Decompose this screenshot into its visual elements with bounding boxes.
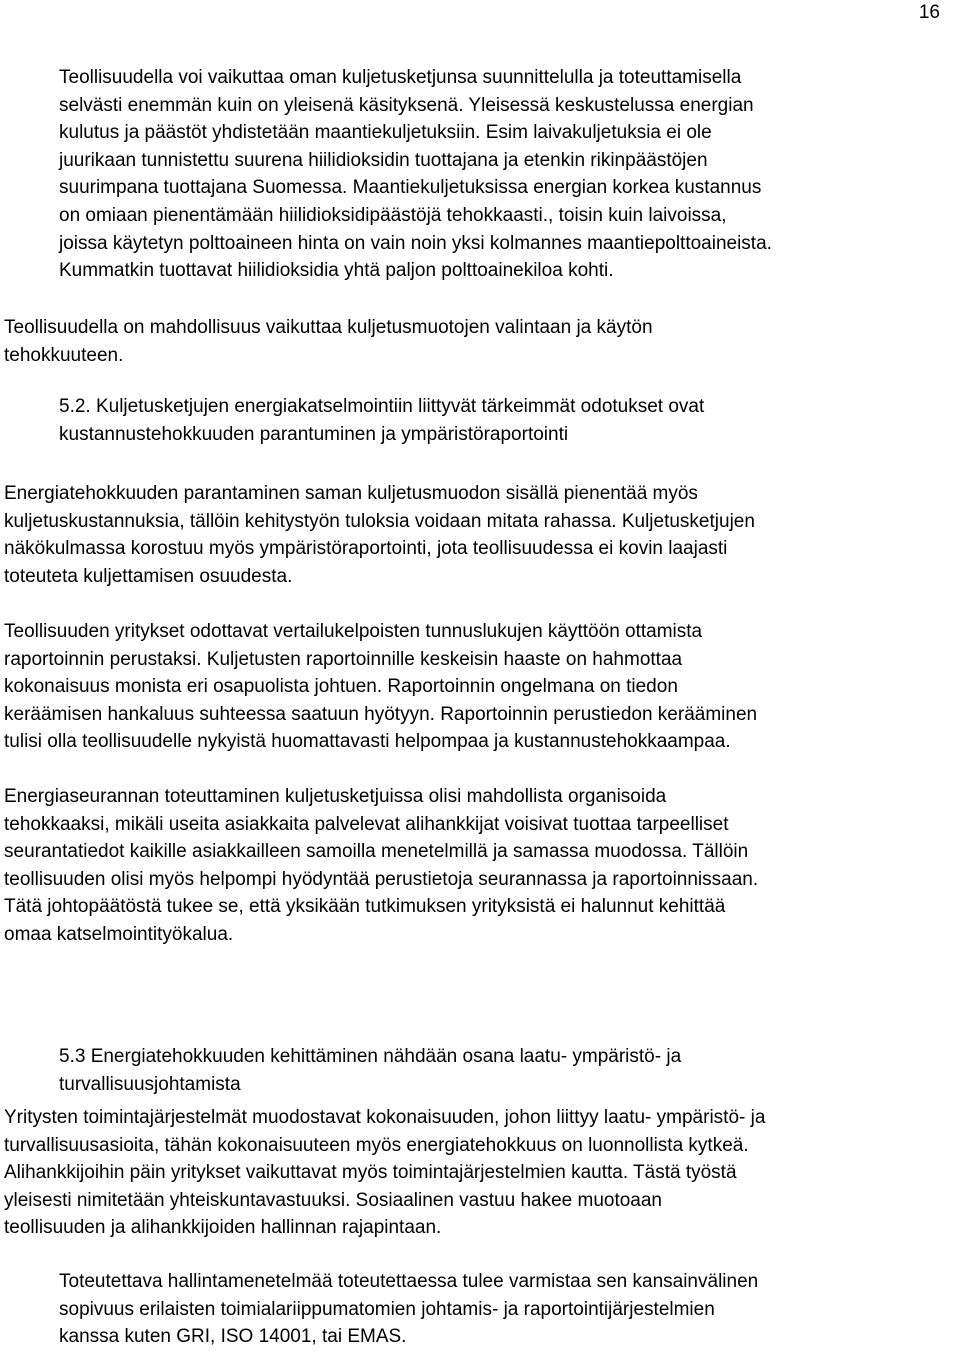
paragraph-energy-monitoring: Energiaseurannan toteuttaminen kuljetusketjuissa olisi mahdollista organisoida tehokkaaksi, mikäli useita asiakkaita palvelevat alihankkijat voisivat tuottaa tarpeelliset seurantatiedot kaikille asiakkailleen samoilla menetelmillä ja samassa muodossa. Tällöin teollisuuden olisi myös helpompi hyödyntää perustietoja seurannassa ja raportoinnissaan. Tätä johtopäätöstä tukee se, että yksikään tutkimuksen yrityksistä ei halunnut kehittää omaa katselmointityökalua. [4,786,759,945]
section-heading-5-2: 5.2. Kuljetusketjujen energiakatselmointiin liittyvät tärkeimmät odotukset ovat kustannustehokkuuden parantuminen ja ympäristöraportointi [59,396,705,445]
section-heading-5-3: 5.3 Energiatehokkuuden kehittäminen nähdään osana laatu- ympäristö- ja turvallisuusjohtamista [59,1046,682,1095]
paragraph-transport-chain-influence: Teollisuudella voi vaikuttaa oman kuljetusketjunsa suunnittelulla ja toteuttamisella selvästi enemmän kuin on yleisenä käsityksenä. Yleisessä keskustelussa energian kulutus ja päästöt yhdistetään maantiekuljetuksiin. Esim laivakuljetuksia ei ole juurikaan tunnistettu suurena hiilidioksidin tuottajana ja etenkin rikinpäästöjen suurimpana tuottajana Suomessa. Maantiekuljetuksissa energian korkea kustannus on omiaan pienentämään hiilidioksidipäästöjä tehokkaasti., toisin kuin laivoissa, joissa käytetyn polttoaineen hinta on vain noin yksi kolmannes maantiepolttoaineista. Kummatkin tuottavat hiilidioksidia yhtä paljon polttoainekiloa kohti. [59,67,772,282]
paragraph-international-compatibility: Toteutettava hallintamenetelmää toteutettaessa tulee varmistaa sen kansainvälinen sopivuus erilaisten toimialariippumatomien johtamis- ja raportointijärjestelmien kanssa kuten GRI, ISO 14001, tai EMAS. [59,1271,759,1348]
page-number: 16 [918,2,940,23]
paragraph-mode-choice: Teollisuudella on mahdollisuus vaikuttaa kuljetusmuotojen valintaan ja käytön tehokkuuteen. [4,317,653,366]
paragraph-management-systems: Yritysten toimintajärjestelmät muodostavat kokonaisuuden, johon liittyy laatu- ympäristö- ja turvallisuusasioita, tähän kokonaisuuteen myös energiatehokkuus on luonnollista kytkeä. Alihankkijoihin päin yritykset vaikuttavat myös toimintajärjestelmien kautta. Tästä työstä yleisesti nimitetään yhteiskuntavastuuksi. Sosiaalinen vastuu hakee muotoaan teollisuuden ja alihankkijoiden hallinnan rajapintaan. [4,1107,766,1239]
paragraph-energy-efficiency: Energiatehokkuuden parantaminen saman kuljetusmuodon sisällä pienentää myös kuljetuskustannuksia, tällöin kehitystyön tuloksia voidaan mitata rahassa. Kuljetusketjujen näkökulmassa korostuu myös ympäristöraportointi, jota teollisuudessa ei kovin laajasti toteuteta kuljettamisen osuudesta. [4,483,755,587]
paragraph-reporting-expectations: Teollisuuden yritykset odottavat vertailukelpoisten tunnuslukujen käyttöön ottamista raportoinnin perustaksi. Kuljetusten raportoinnille keskeisin haaste on hahmottaa kokonaisuus monista eri osapuolista johtuen. Raportoinnin ongelmana on tiedon keräämisen hankaluus suhteessa saatuun hyötyyn. Raportoinnin perustiedon kerääminen tulisi olla teollisuudelle nykyistä huomattavasti helpompaa ja kustannustehokkaampaa. [4,621,758,753]
